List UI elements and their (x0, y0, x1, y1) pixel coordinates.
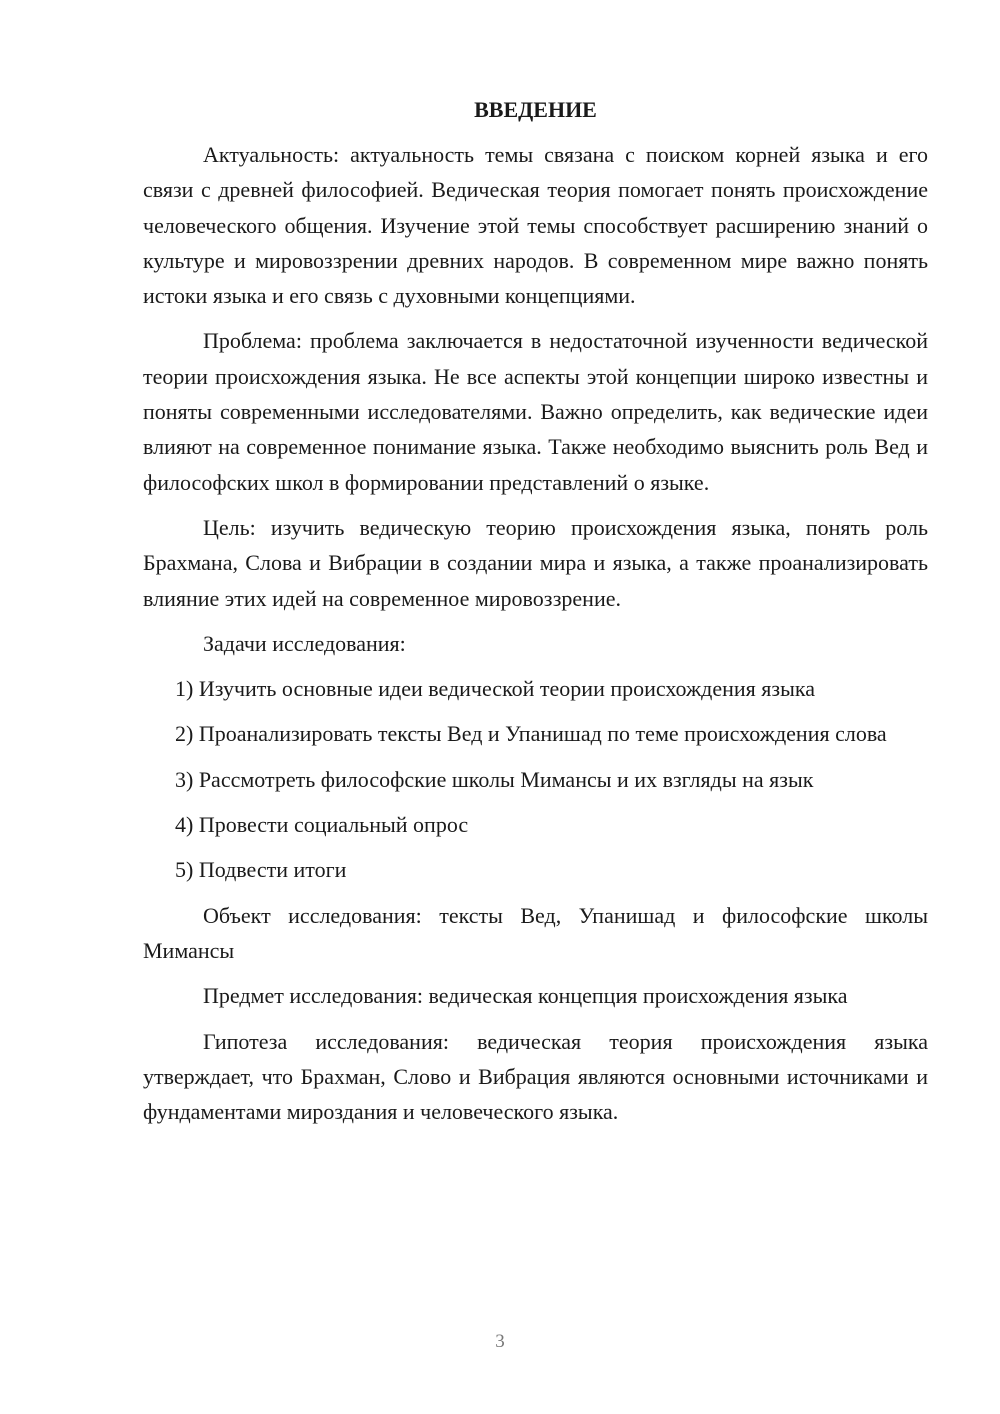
task-item: 2) Проанализировать тексты Вед и Упанишад по теме происхождения слова (175, 721, 887, 747)
task-item: 3) Рассмотреть философские школы Мимансы и их взгляды на язык (175, 766, 814, 792)
paragraph-relevance: Актуальность: актуальность темы связана с поиском корней языка и его связи с древней философией. Ведическая теория помогает понять происхождение человеческого общения. Изучение этой темы способствует расширению знаний о культуре и мировоззрении древних народов. В современном мире важно понять истоки языка и его связь с духовными концепциями. (143, 142, 928, 309)
page-number: 3 (495, 1331, 505, 1352)
section-title: ВВЕДЕНИЕ (474, 97, 597, 122)
paragraph-problem: Проблема: проблема заключается в недостаточной изученности ведической теории происхождения языка. Не все аспекты этой концепции широко известны и поняты современными исследователями. Важно определить, как ведические идеи влияют на современное понимание языка. Также необходимо выяснить роль Вед и философских школ в формировании представлений о языке. (143, 328, 928, 495)
page-content (143, 92, 928, 1139)
tasks-label: Задачи исследования: (203, 630, 406, 656)
task-item: 5) Подвести итоги (175, 857, 347, 883)
task-item: 1) Изучить основные идеи ведической теории происхождения языка (175, 676, 816, 702)
task-item: 4) Провести социальный опрос (175, 812, 469, 838)
paragraph-goal: Цель: изучить ведическую теорию происхождения языка, понять роль Брахмана, Слова и Вибрации в создании мира и языка, а также проанализировать влияние этих идей на современное мировоззрение. (143, 514, 928, 611)
paragraph-object: Объект исследования: тексты Вед, Упанишад и философские школы Мимансы (143, 902, 928, 963)
paragraph-hypothesis: Гипотеза исследования: ведическая теория происхождения языка утверждает, что Брахман, Слово и Вибрация являются основными источниками и фундаментами мироздания и человеческого языка. (143, 1028, 928, 1125)
paragraph-subject: Предмет исследования: ведическая концепция происхождения языка (203, 983, 848, 1009)
